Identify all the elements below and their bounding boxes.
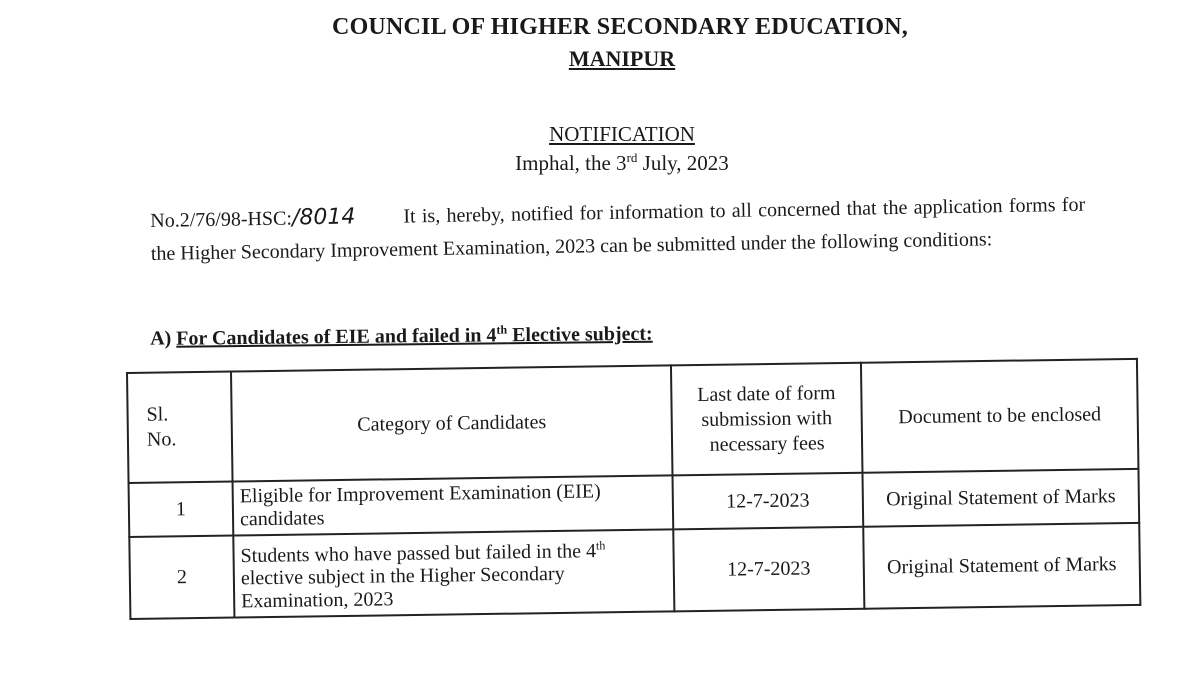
- section-a-ordinal: th: [496, 322, 508, 337]
- row-category-ordinal: th: [595, 537, 606, 553]
- row-document: Original Statement of Marks: [862, 469, 1139, 527]
- header-category: Category of Candidates: [231, 365, 672, 481]
- header-last-date: Last date of form submission with necessary fees: [671, 363, 863, 476]
- header-sl-line2: No.: [146, 428, 177, 451]
- reference-handwritten: /8014: [291, 204, 356, 231]
- row-document: Original Statement of Marks: [863, 523, 1140, 609]
- notification-date: [0, 150, 1200, 176]
- section-a-title: [176, 322, 653, 349]
- reference-printed: No.2/76/98-HSC:: [150, 207, 293, 232]
- table-row: [129, 523, 1140, 619]
- council-state: MANIPUR: [568, 46, 676, 71]
- header-sl-line1: Sl.: [146, 403, 169, 426]
- row-last-date: 12-7-2023: [672, 473, 863, 530]
- table-header-row: [127, 359, 1138, 483]
- notification-paragraph: [150, 188, 1086, 271]
- notification-heading: NOTIFICATION: [549, 122, 695, 146]
- header-document: Document to be enclosed: [861, 359, 1139, 473]
- section-a-title-suffix: Elective subject:: [507, 322, 653, 346]
- row-category: Eligible for Improvement Examination (EIE) candidates: [233, 475, 674, 535]
- date-ordinal: rd: [626, 150, 638, 165]
- date-suffix: July, 2023: [637, 151, 729, 175]
- row-category: [233, 529, 674, 617]
- row-sl: 2: [129, 536, 234, 619]
- council-title: COUNCIL OF HIGHER SECONDARY EDUCATION,: [332, 14, 908, 40]
- row-sl: 1: [129, 482, 234, 537]
- conditions-table: [126, 358, 1141, 620]
- row-last-date: 12-7-2023: [673, 527, 864, 612]
- section-a-heading: [150, 321, 653, 351]
- section-a-title-prefix: For Candidates of EIE and failed in 4: [176, 324, 497, 350]
- row-category-prefix: Students who have passed but failed in the 4: [240, 539, 597, 567]
- row-category-suffix: elective subject in the Higher Secondary Examination, 2023: [240, 563, 565, 613]
- date-prefix: Imphal, the 3: [515, 151, 627, 175]
- header-sl-no: [127, 372, 233, 483]
- notification-text: It is, hereby, notified for information to all concerned that the application forms for the Higher Secondary Improvement Examination, 2023 can be submitted under the following conditions:: [150, 193, 1086, 265]
- reference-number: [150, 206, 355, 232]
- conditions-table-wrapper: [126, 358, 1141, 620]
- section-a-letter: A): [150, 327, 172, 350]
